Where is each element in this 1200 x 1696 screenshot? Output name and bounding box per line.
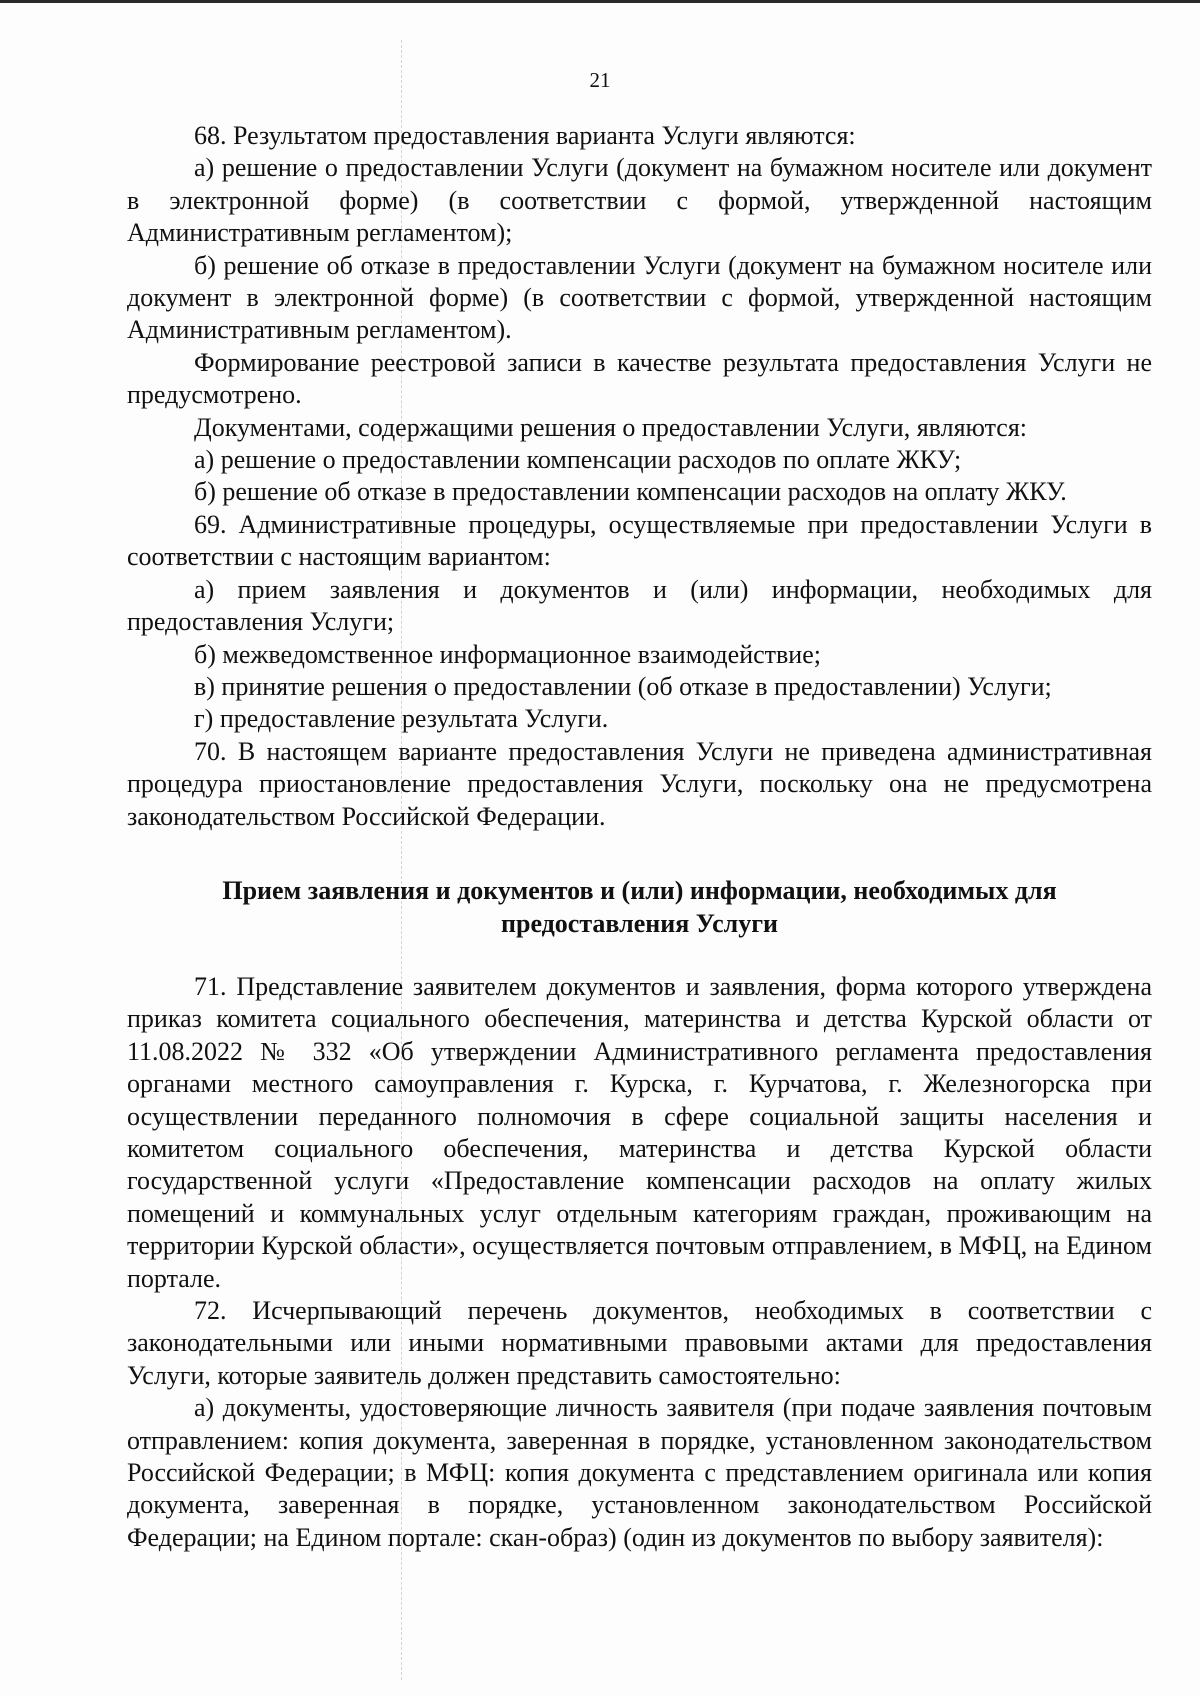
paragraph-68: 68. Результатом предоставления варианта Услуги являются:: [194, 121, 856, 150]
page-number: 21: [589, 68, 611, 92]
paragraph-69-a: а) прием заявления и документов и (или) информации, необходимых для предоставления Услуги;: [127, 574, 1152, 637]
paragraph-71: 71. Представление заявителем документов и заявления, форма которого утверждена приказ комитета социального обеспечения, материнства и детства Курской области от 11.08.2022 № 332 «Об утверждении Административного регламента предоставления органами местного самоуправления г. Курска, г. Курчатова, г. Железногорска при осуществлении переданного полномочия в сфере социальной защиты населения и комитетом социального обеспечения, материнства и детства Курской области государственной услуги «Предоставление компенсации расходов на оплату жилых помещений и коммунальных услуг отдельным категориям граждан, проживающим на территории Курской области», осуществляется почтовым отправлением, в МФЦ, на Едином портале.: [127, 971, 1152, 1293]
paragraph-decision-documents: Документами, содержащими решения о предоставлении Услуги, являются:: [194, 412, 1028, 442]
paragraph-69-c: в) принятие решения о предоставлении (об отказе в предоставлении) Услуги;: [194, 671, 1052, 701]
scan-top-edge: [0, 0, 1200, 3]
document-body: [127, 120, 1152, 1554]
paragraph-68-a: а) решение о предоставлении Услуги (документ на бумажном носителе или документ в электронной форме) (в соответствии с формой, утвержденной настоящим Административным регламентом);: [127, 153, 1152, 248]
section-heading: Прием заявления и документов и (или) информации, необходимых для предоставления Услуги: [222, 875, 1057, 938]
paragraph-70: 70. В настоящем варианте предоставления Услуги не приведена административная процедура приостановление предоставления Услуги, поскольку она не предусмотрена законодательством Российской Федерации.: [127, 736, 1152, 831]
paragraph-72-a: а) документы, удостоверяющие личность заявителя (при подаче заявления почтовым отправлением: копия документа, заверенная в порядке, установленном законодательством Российской Федерации; в МФЦ: копия документа с представлением оригинала или копия документа, заверенная в порядке, установленном законодательством Российской Федерации; на Едином портале: скан-образ) (один из документов по выбору заявителя):: [127, 1393, 1152, 1552]
paragraph-72: 72. Исчерпывающий перечень документов, необходимых в соответствии с законодательными или иными нормативными правовыми актами для предоставления Услуги, которые заявитель должен представить самостоятельно:: [127, 1296, 1152, 1390]
paragraph-decision-b: б) решение об отказе в предоставлении компенсации расходов на оплату ЖКУ.: [194, 477, 1067, 507]
paragraph-registry-record: Формирование реестровой записи в качестве результата предоставления Услуги не предусмотрено.: [127, 347, 1152, 410]
paragraph-69-b: б) межведомственное информационное взаимодействие;: [194, 639, 821, 669]
paragraph-decision-a: а) решение о предоставлении компенсации расходов по оплате ЖКУ;: [194, 445, 962, 475]
paragraph-69-d: г) предоставление результата Услуги.: [194, 704, 609, 734]
paragraph-68-b: б) решение об отказе в предоставлении Услуги (документ на бумажном носителе или документ в электронной форме) (в соответствии с формой, утвержденной настоящим Административным регламентом).: [127, 250, 1152, 345]
paragraph-69: 69. Административные процедуры, осуществляемые при предоставлении Услуги в соответствии с настоящим вариантом:: [127, 509, 1152, 572]
